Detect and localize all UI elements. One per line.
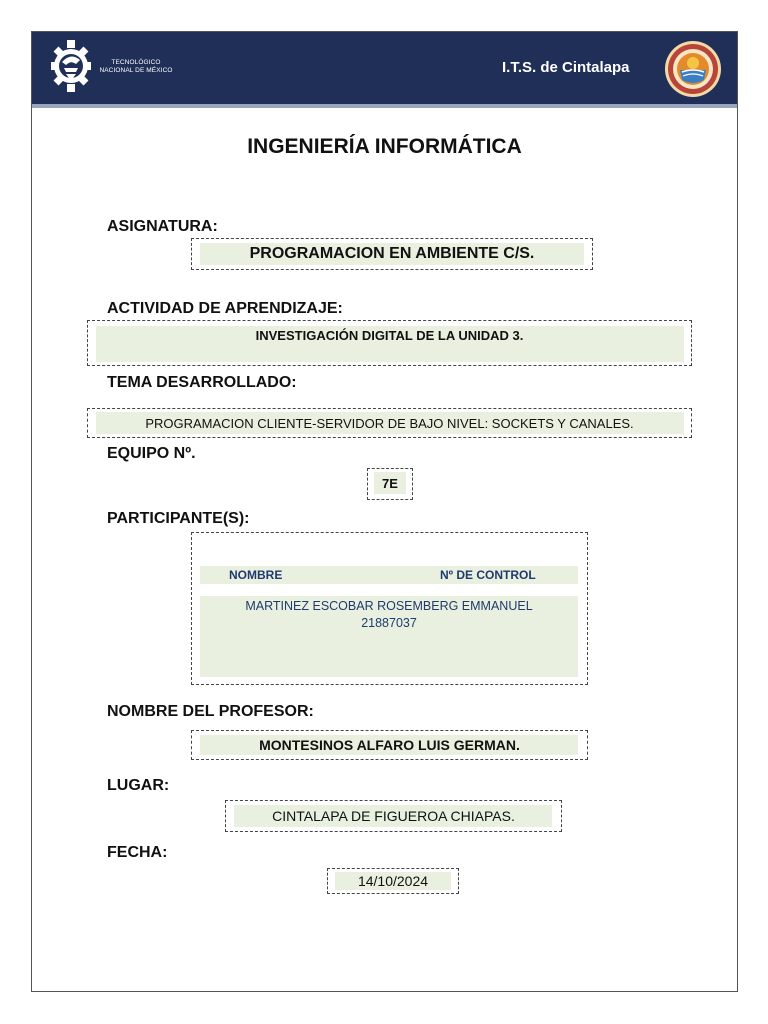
- institution-name: [90, 59, 182, 75]
- institution-line-1: TECNOLÓGICO: [111, 59, 161, 66]
- document-page: [31, 31, 738, 992]
- lugar-box: [225, 800, 562, 832]
- fecha-label: FECHA:: [107, 844, 168, 861]
- gear-eagle-logo-icon: [50, 38, 92, 94]
- asignatura-box: [191, 238, 593, 270]
- asignatura-value: PROGRAMACION EN AMBIENTE C/S.: [249, 245, 535, 262]
- equipo-box: [367, 468, 413, 500]
- actividad-label: ACTIVIDAD DE APRENDIZAJE:: [107, 300, 343, 317]
- participant-name: MARTINEZ ESCOBAR ROSEMBERG EMMANUEL: [245, 599, 533, 613]
- profesor-label: NOMBRE DEL PROFESOR:: [107, 703, 314, 720]
- column-control: Nº DE CONTROL: [440, 568, 536, 582]
- tema-label: TEMA DESARROLLADO:: [107, 374, 297, 391]
- institution-line-2: NACIONAL DE MÉXICO: [99, 67, 173, 74]
- profesor-box: [191, 730, 588, 760]
- lugar-value: CINTALAPA DE FIGUEROA CHIAPAS.: [272, 808, 515, 824]
- its-cintalapa-seal-icon: [664, 40, 722, 98]
- tema-box: [87, 408, 692, 438]
- lugar-label: LUGAR:: [107, 777, 170, 794]
- asignatura-label: ASIGNATURA:: [107, 218, 218, 235]
- fecha-value: 14/10/2024: [357, 873, 429, 889]
- participantes-label: PARTICIPANTE(S):: [107, 510, 250, 527]
- fecha-box: [327, 868, 459, 894]
- tema-value: PROGRAMACION CLIENTE-SERVIDOR DE BAJO NIVEL: SOCKETS Y CANALES.: [145, 416, 634, 431]
- participant-control-number: 21887037: [361, 616, 417, 630]
- column-nombre: NOMBRE: [229, 568, 283, 582]
- campus-name: I.T.S. de Cintalapa: [502, 59, 630, 76]
- participantes-box: [191, 532, 588, 685]
- actividad-box: [87, 320, 692, 366]
- equipo-label: EQUIPO Nº.: [107, 445, 196, 462]
- actividad-value: INVESTIGACIÓN DIGITAL DE LA UNIDAD 3.: [255, 328, 524, 343]
- header-bar: [32, 32, 737, 108]
- profesor-value: MONTESINOS ALFARO LUIS GERMAN.: [259, 737, 520, 753]
- equipo-value: 7E: [382, 476, 398, 491]
- page-title: INGENIERÍA INFORMÁTICA: [247, 135, 522, 158]
